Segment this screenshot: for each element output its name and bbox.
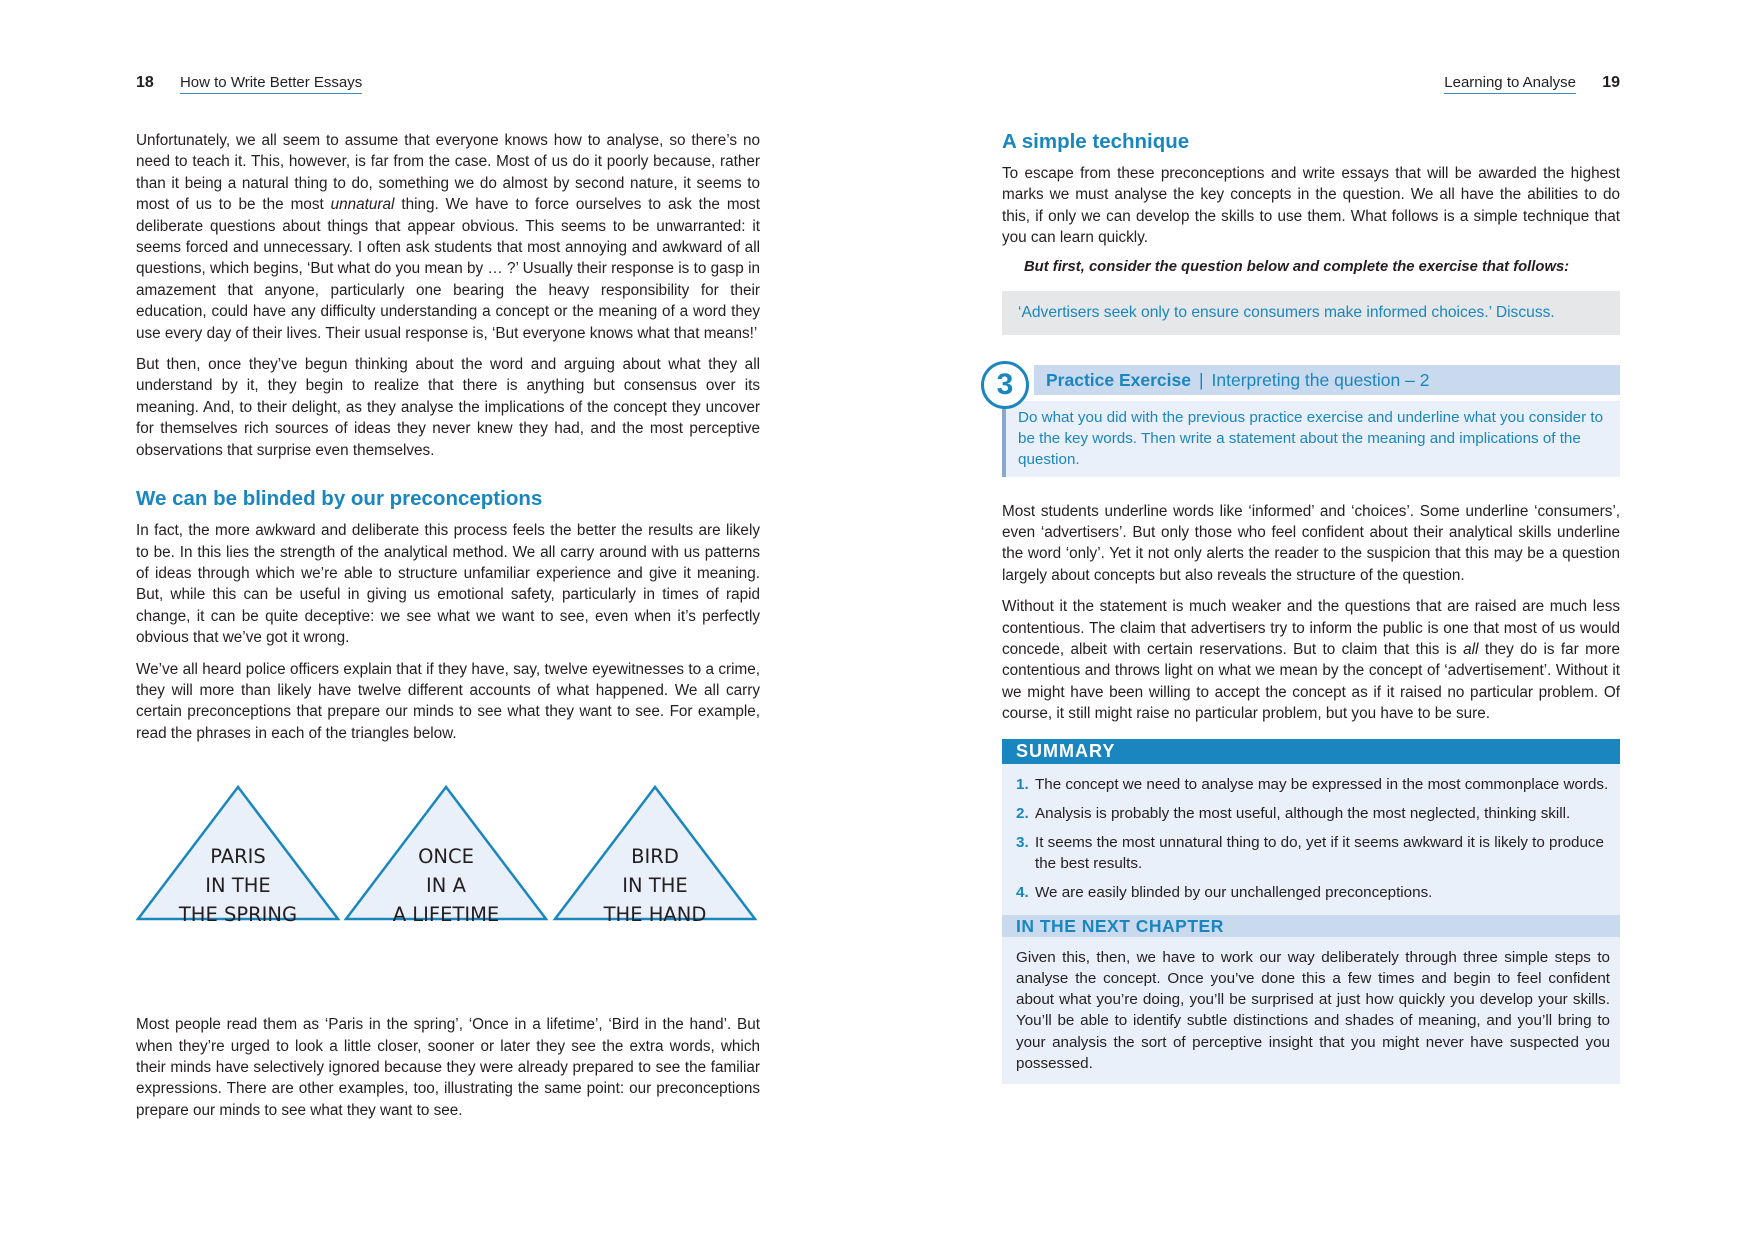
exercise-header (1034, 365, 1620, 395)
practice-exercise-box (996, 365, 1620, 477)
summary-item (1016, 774, 1610, 795)
page-number: 18 (136, 74, 154, 91)
emphasis: unnatural (330, 196, 395, 214)
triangle-text-line: A LIFETIME (392, 903, 500, 927)
summary-item-text: Analysis is probably the most useful, although the most neglected, thinking skill. (1035, 804, 1571, 822)
paragraph: Without it the statement is much weaker and the questions that are raised are much less contentious. The claim that advertisers try to inform the public is one that most of us would concede, albeit with certain reservations. But to claim that this is all they do is far more contentious and throws light on what we mean by the concept of ‘advertisement’. Without it we might have been willing to accept the concept as if it raised no particular problem. Of course, it still might raise no particular problem, but you have to be sure. (1002, 598, 1620, 723)
paragraph: In fact, the more awkward and deliberate this process feels the better the results are likely to be. In this lies the strength of the analytical method. We all carry around with us patterns of ideas through which we’re able to structure unfamiliar experience and give it meaning. But, while this can be useful in giving us emotional safety, particularly in times of rapid change, it can be quite deceptive: we see what we want to see, even when it’s perfectly obvious that we’ve got it wrong. (136, 522, 760, 647)
triangle-paris (135, 784, 341, 952)
exercise-label: Practice Exercise (1046, 369, 1191, 390)
section-heading: A simple technique (1002, 130, 1190, 153)
exercise-lead-in: But first, consider the question below and complete the exercise that follows: (1024, 258, 1570, 275)
section-heading: We can be blinded by our preconceptions (136, 487, 543, 511)
next-chapter-heading: IN THE NEXT CHAPTER (1002, 915, 1620, 937)
summary-item-number: 4. (1016, 883, 1029, 901)
triangle-text-line: PARIS (210, 845, 266, 869)
triangle-text-line: THE HAND (603, 903, 707, 927)
triangle-text-line: BIRD (631, 845, 679, 869)
running-head-left (136, 74, 362, 92)
summary-item (1016, 832, 1610, 874)
summary-item-text: We are easily blinded by our unchallenged preconceptions. (1035, 883, 1433, 901)
triangle-bird (552, 784, 758, 952)
summary-item-number: 3. (1016, 833, 1029, 851)
summary-item-number: 2. (1016, 804, 1029, 822)
triangle-text-line: ONCE (418, 845, 474, 869)
running-head-right (1444, 74, 1620, 92)
triangle-text-line: THE SPRING (178, 903, 298, 927)
triangle-text-line: IN A (426, 874, 466, 898)
summary-item-number: 1. (1016, 775, 1029, 793)
paragraph: Most people read them as ‘Paris in the spring’, ‘Once in a lifetime’, ‘Bird in the hand’. But when they’re urged to look a little closer, sooner or later they see the extra words, which their minds have selectively ignored because they were already prepared to see the familiar expressions. There are other examples, too, illustrating the same point: our preconceptions prepare our minds to see what they want to see. (136, 1016, 760, 1119)
triangle-once (343, 784, 549, 952)
paragraph: To escape from these preconceptions and write essays that will be awarded the highest marks we must analyse the key concepts in the question. We all have the abilities to do this, if only we can develop the skills to use them. What follows is a simple technique that you can learn quickly. (1002, 165, 1620, 247)
right-column (996, 130, 1620, 1084)
question-quote-box: ‘Advertisers seek only to ensure consumers make informed choices.’ Discuss. (1002, 291, 1620, 335)
triangle-text-line: IN THE (205, 874, 271, 898)
summary-box (1002, 739, 1620, 1085)
summary-heading: SUMMARY (1002, 739, 1620, 764)
summary-item (1016, 803, 1610, 824)
summary-item-text: The concept we need to analyse may be expressed in the most commonplace words. (1035, 775, 1609, 793)
summary-list (1002, 764, 1620, 915)
exercise-title: Interpreting the question – 2 (1211, 369, 1430, 390)
summary-item-text: It seems the most unnatural thing to do, yet if it seems awkward it is likely to produce the best results. (1035, 833, 1604, 872)
paragraph: Unfortunately, we all seem to assume that everyone knows how to analyse, so there’s no need to teach it. This, however, is far from the case. Most of us do it poorly because, rather than it being a natural thing to do, something we do almost by second nature, it seems to most of us to be the most unnatural thing. We have to force ourselves to ask the most deliberate questions about things that appear obvious. This seems to be unwarranted: it seems forced and unnecessary. I often ask students that most annoying and awkward of all questions, which begins, ‘But what do you mean by … ?’ Usually their response is to gasp in amazement that anyone, particularly one bearing the heavy responsibility for their education, could have any difficulty understanding a concept or the meaning of a word they use every day of their lives. Their usual response is, ‘But everyone knows what that means!’ (136, 132, 760, 342)
emphasis: all (1463, 640, 1479, 658)
paragraph: But then, once they’ve begun thinking about the word and arguing about what they all understand by it, they begin to realize that there is anything but consensus over its meaning. And, to their delight, as they analyse the implications of the concept they uncover for themselves rich sources of ideas they never knew they had, and the most perceptive observations that surprise even themselves. (136, 356, 760, 459)
summary-item (1016, 882, 1610, 903)
exercise-separator: | (1198, 369, 1204, 390)
paragraph: We’ve all heard police officers explain that if they have, say, twelve eyewitnesses to a crime, they will more than likely have twelve different accounts of what happened. We all carry certain preconceptions that prepare our minds to see what they want to see. For example, read the phrases in each of the triangles below. (136, 660, 760, 742)
paragraph: Most students underline words like ‘informed’ and ‘choices’. Some underline ‘consumers’, even ‘advertisers’. But only those who feel confident about their analytical skills underline the word ‘only’. Yet it not only alerts the reader to the suspicion that this may be a question largely about concepts but also reveals the structure of the question. (1002, 502, 1620, 584)
exercise-number-badge: 3 (981, 361, 1029, 409)
triangle-figure (135, 784, 760, 952)
page-number: 19 (1602, 74, 1620, 91)
running-title: How to Write Better Essays (180, 74, 362, 94)
triangle-text-line: IN THE (622, 874, 688, 898)
left-page (0, 0, 877, 1241)
next-chapter-text: Given this, then, we have to work our way deliberately through three simple steps to analyse the concept. Once you’ve done this a few times and begin to feel confident about what you’re doing, you’ll be surprised at just how quickly you develop your skills. You’ll be able to identify subtle distinctions and shades of meaning, and you’ll bring to your analysis the sort of perceptive insight that you might never have suspected you possessed. (1002, 937, 1620, 1085)
running-title: Learning to Analyse (1444, 74, 1576, 94)
exercise-instructions: Do what you did with the previous practice exercise and underline what you consider to be the key words. Then write a statement about the meaning and implications of the question. (1002, 401, 1620, 477)
right-page (877, 0, 1755, 1241)
left-column (136, 130, 760, 1131)
